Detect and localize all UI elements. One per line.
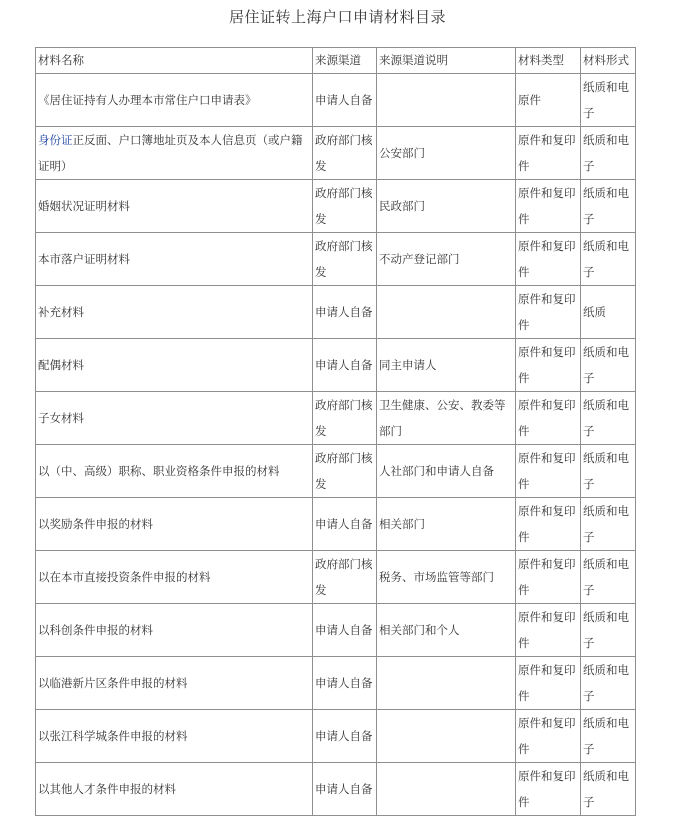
header-source-desc: 来源渠道说明 bbox=[377, 48, 516, 74]
cell-source-desc: 同主申请人 bbox=[377, 339, 516, 392]
cell-material-type: 原件和复印件 bbox=[516, 445, 581, 498]
cell-material-type: 原件和复印件 bbox=[516, 763, 581, 816]
cell-material-form: 纸质和电子 bbox=[581, 604, 636, 657]
cell-source-desc bbox=[377, 763, 516, 816]
cell-source-desc: 不动产登记部门 bbox=[377, 233, 516, 286]
cell-material-name bbox=[36, 127, 313, 180]
header-material-type: 材料类型 bbox=[516, 48, 581, 74]
table-row bbox=[36, 233, 636, 286]
cell-material-form: 纸质和电子 bbox=[581, 180, 636, 233]
cell-material-name: 以其他人才条件申报的材料 bbox=[36, 763, 313, 816]
cell-material-type: 原件和复印件 bbox=[516, 551, 581, 604]
cell-source-desc: 相关部门 bbox=[377, 498, 516, 551]
table-row bbox=[36, 763, 636, 816]
header-material-name: 材料名称 bbox=[36, 48, 313, 74]
cell-source: 政府部门核发 bbox=[313, 180, 377, 233]
table-row bbox=[36, 74, 636, 127]
table-row bbox=[36, 657, 636, 710]
cell-source-desc: 卫生健康、公安、教委等部门 bbox=[377, 392, 516, 445]
cell-material-type: 原件和复印件 bbox=[516, 339, 581, 392]
cell-material-form: 纸质和电子 bbox=[581, 763, 636, 816]
cell-material-type: 原件 bbox=[516, 74, 581, 127]
cell-source-desc: 公安部门 bbox=[377, 127, 516, 180]
cell-material-type: 原件和复印件 bbox=[516, 604, 581, 657]
cell-material-type: 原件和复印件 bbox=[516, 710, 581, 763]
cell-material-name-rest: 正反面、户口簿地址页及本人信息页（或户籍证明） bbox=[38, 133, 303, 173]
cell-material-name: 以（中、高级）职称、职业资格条件申报的材料 bbox=[36, 445, 313, 498]
cell-source-desc bbox=[377, 657, 516, 710]
cell-material-name: 以临港新片区条件申报的材料 bbox=[36, 657, 313, 710]
table-row bbox=[36, 127, 636, 180]
cell-source: 申请人自备 bbox=[313, 657, 377, 710]
cell-source-desc bbox=[377, 286, 516, 339]
cell-material-type: 原件和复印件 bbox=[516, 498, 581, 551]
cell-source-desc bbox=[377, 74, 516, 127]
cell-source: 申请人自备 bbox=[313, 604, 377, 657]
cell-material-type: 原件和复印件 bbox=[516, 657, 581, 710]
table-row bbox=[36, 286, 636, 339]
page-title: 居住证转上海户口申请材料目录 bbox=[228, 8, 446, 26]
cell-material-type: 原件和复印件 bbox=[516, 180, 581, 233]
cell-material-name: 以在本市直接投资条件申报的材料 bbox=[36, 551, 313, 604]
id-card-link[interactable]: 身份证 bbox=[38, 133, 73, 147]
cell-source: 政府部门核发 bbox=[313, 392, 377, 445]
cell-source: 政府部门核发 bbox=[313, 551, 377, 604]
cell-material-form: 纸质和电子 bbox=[581, 498, 636, 551]
header-source: 来源渠道 bbox=[313, 48, 377, 74]
cell-material-form: 纸质和电子 bbox=[581, 710, 636, 763]
cell-material-form: 纸质和电子 bbox=[581, 127, 636, 180]
cell-material-name: 配偶材料 bbox=[36, 339, 313, 392]
cell-source: 政府部门核发 bbox=[313, 127, 377, 180]
cell-material-name: 以科创条件申报的材料 bbox=[36, 604, 313, 657]
table-row bbox=[36, 180, 636, 233]
table-row bbox=[36, 604, 636, 657]
cell-material-form: 纸质 bbox=[581, 286, 636, 339]
cell-source: 申请人自备 bbox=[313, 498, 377, 551]
cell-source: 申请人自备 bbox=[313, 286, 377, 339]
cell-source: 申请人自备 bbox=[313, 74, 377, 127]
cell-source-desc: 税务、市场监管等部门 bbox=[377, 551, 516, 604]
cell-material-name: 以奖励条件申报的材料 bbox=[36, 498, 313, 551]
cell-material-name: 婚姻状况证明材料 bbox=[36, 180, 313, 233]
cell-material-type: 原件和复印件 bbox=[516, 392, 581, 445]
cell-source-desc bbox=[377, 710, 516, 763]
cell-source-desc: 民政部门 bbox=[377, 180, 516, 233]
cell-material-form: 纸质和电子 bbox=[581, 233, 636, 286]
cell-material-type: 原件和复印件 bbox=[516, 233, 581, 286]
cell-material-name: 子女材料 bbox=[36, 392, 313, 445]
cell-source: 政府部门核发 bbox=[313, 445, 377, 498]
cell-material-form: 纸质和电子 bbox=[581, 657, 636, 710]
cell-material-form: 纸质和电子 bbox=[581, 339, 636, 392]
cell-material-form: 纸质和电子 bbox=[581, 445, 636, 498]
cell-material-name: 补充材料 bbox=[36, 286, 313, 339]
cell-material-form: 纸质和电子 bbox=[581, 74, 636, 127]
cell-material-form: 纸质和电子 bbox=[581, 551, 636, 604]
cell-source: 申请人自备 bbox=[313, 339, 377, 392]
table-row bbox=[36, 498, 636, 551]
table-row bbox=[36, 445, 636, 498]
cell-material-name: 本市落户证明材料 bbox=[36, 233, 313, 286]
cell-material-type: 原件和复印件 bbox=[516, 127, 581, 180]
table-header-row bbox=[36, 48, 636, 74]
cell-material-name: 《居住证持有人办理本市常住户口申请表》 bbox=[36, 74, 313, 127]
cell-material-type: 原件和复印件 bbox=[516, 286, 581, 339]
cell-source: 政府部门核发 bbox=[313, 233, 377, 286]
cell-source: 申请人自备 bbox=[313, 763, 377, 816]
cell-material-form: 纸质和电子 bbox=[581, 392, 636, 445]
cell-source: 申请人自备 bbox=[313, 710, 377, 763]
cell-source-desc: 人社部门和申请人自备 bbox=[377, 445, 516, 498]
cell-material-name: 以张江科学城条件申报的材料 bbox=[36, 710, 313, 763]
materials-table bbox=[35, 47, 636, 816]
table-row bbox=[36, 551, 636, 604]
cell-source-desc: 相关部门和个人 bbox=[377, 604, 516, 657]
table-row bbox=[36, 392, 636, 445]
table-row bbox=[36, 339, 636, 392]
header-material-form: 材料形式 bbox=[581, 48, 636, 74]
table-row bbox=[36, 710, 636, 763]
